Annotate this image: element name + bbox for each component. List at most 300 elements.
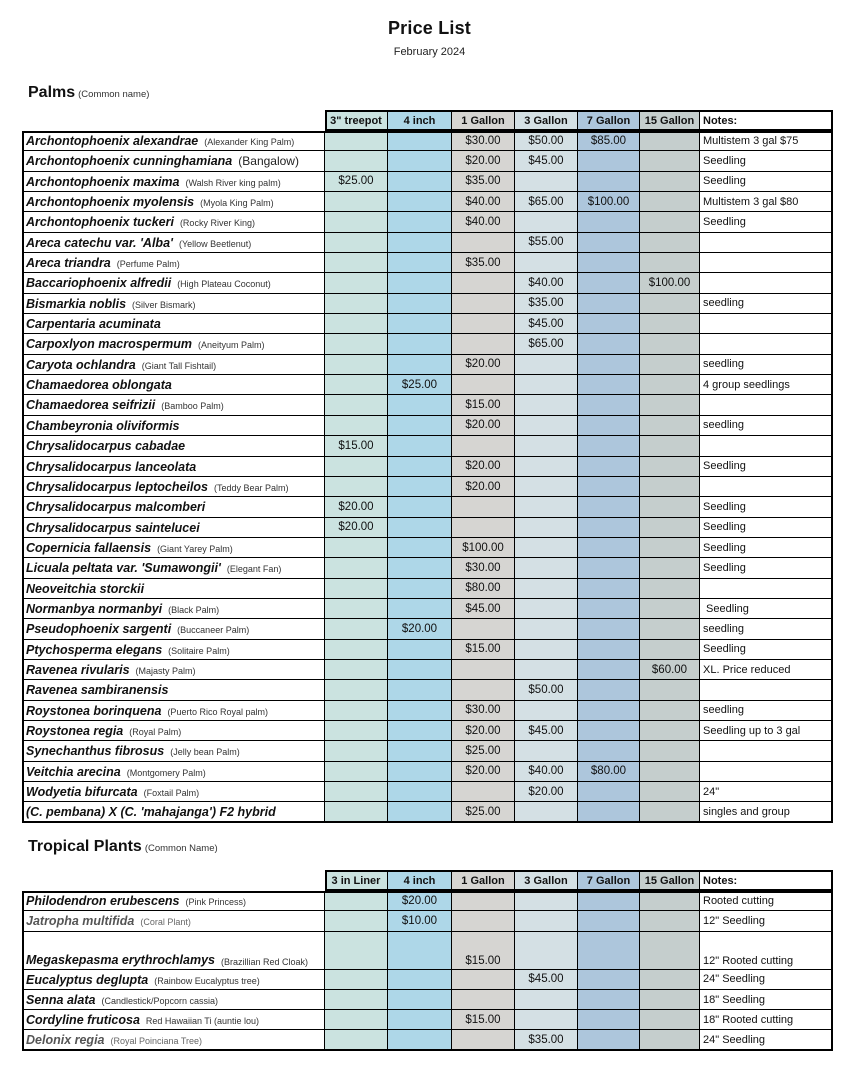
price-cell <box>578 395 640 415</box>
plant-name: Archontophoenix alexandrae <box>26 134 199 148</box>
price-cell: $45.00 <box>515 151 578 171</box>
price-cell <box>388 990 452 1010</box>
plant-common-name: (Rainbow Eucalyptus tree) <box>154 975 260 986</box>
plant-name: Delonix regia <box>26 1033 105 1048</box>
column-header: 3 Gallon <box>515 870 578 891</box>
price-cell <box>578 518 640 538</box>
table-row <box>22 253 833 273</box>
price-cell: $30.00 <box>452 558 515 578</box>
price-cell <box>515 1010 578 1030</box>
price-cell: $15.00 <box>325 436 388 456</box>
plant-name: Megaskepasma erythrochlamys <box>26 952 215 967</box>
notes-cell <box>700 741 833 761</box>
notes-cell: Seedling <box>700 538 833 558</box>
price-cell: $20.00 <box>452 416 515 436</box>
price-cell <box>388 436 452 456</box>
price-cell <box>640 334 700 354</box>
price-cell: $35.00 <box>452 253 515 273</box>
price-cell <box>578 1010 640 1030</box>
notes-cell: Seedling <box>700 599 833 619</box>
price-cell: $30.00 <box>452 701 515 721</box>
price-cell <box>325 538 388 558</box>
plant-common-name: (Foxtail Palm) <box>143 788 200 798</box>
price-cell <box>515 395 578 415</box>
price-cell <box>452 990 515 1010</box>
plant-name: Chamaedorea oblongata <box>26 378 172 393</box>
plant-name-cell <box>22 416 325 436</box>
price-cell: $35.00 <box>515 294 578 314</box>
price-cell: $60.00 <box>640 660 700 680</box>
plant-common-name: (Coral Plant) <box>140 917 191 928</box>
price-cell <box>578 599 640 619</box>
price-cell <box>452 334 515 354</box>
notes-cell: 12" Seedling <box>700 911 833 931</box>
column-header: Notes: <box>700 870 833 891</box>
price-cell: $100.00 <box>578 192 640 212</box>
price-cell <box>325 660 388 680</box>
price-cell <box>578 538 640 558</box>
price-cell <box>640 782 700 802</box>
plant-name: Ptychosperma elegans <box>26 642 163 657</box>
table-row <box>22 375 833 395</box>
price-cell: $45.00 <box>452 599 515 619</box>
price-cell <box>640 314 700 334</box>
column-header: 7 Gallon <box>578 870 640 891</box>
notes-cell: Seedling <box>700 558 833 578</box>
price-cell <box>640 762 700 782</box>
price-cell <box>640 192 700 212</box>
price-cell <box>515 599 578 619</box>
table-row <box>22 990 833 1010</box>
price-cell <box>578 932 640 970</box>
plant-common-name: (Yellow Beetlenut) <box>179 238 252 249</box>
price-cell: $50.00 <box>515 131 578 151</box>
plant-name-cell <box>22 273 325 293</box>
plant-name-cell <box>22 151 325 171</box>
notes-cell: Multistem 3 gal $75 <box>700 131 833 151</box>
plant-common-name: (Jelly bean Palm) <box>170 747 240 758</box>
plant-common-name: (Giant Tall Fishtail) <box>141 360 217 371</box>
price-cell <box>515 538 578 558</box>
notes-cell: Seedling <box>700 640 833 660</box>
price-cell <box>388 416 452 436</box>
price-cell <box>325 334 388 354</box>
price-cell: $30.00 <box>452 131 515 151</box>
plant-name: Ravenea rivularis <box>26 662 130 677</box>
price-cell <box>388 192 452 212</box>
price-cell <box>388 172 452 192</box>
column-header: 3 in Liner <box>325 870 388 891</box>
notes-cell: seedling <box>700 701 833 721</box>
plant-name: Chrysalidocarpus cabadae <box>26 439 186 454</box>
price-cell <box>640 721 700 741</box>
price-cell <box>515 911 578 931</box>
price-cell <box>515 802 578 822</box>
table-row <box>22 416 833 436</box>
plant-name-cell <box>22 1030 325 1050</box>
plant-common-name: (Rocky River King) <box>179 218 255 229</box>
price-cell <box>640 395 700 415</box>
price-cell <box>452 911 515 931</box>
price-cell <box>388 334 452 354</box>
price-cell <box>388 497 452 517</box>
plant-name-cell <box>22 891 325 911</box>
plant-name: Carpentaria acuminata <box>26 317 161 332</box>
table-row <box>22 782 833 802</box>
plant-name: Chamaedorea seifrizii <box>26 398 156 413</box>
table-row <box>22 436 833 456</box>
price-cell <box>388 518 452 538</box>
plant-common-name: (Solitaire Palm) <box>168 645 230 656</box>
price-cell <box>578 660 640 680</box>
section-heading-tropical-note: (Common Name) <box>144 843 218 854</box>
notes-cell: Rooted cutting <box>700 891 833 911</box>
price-cell <box>640 212 700 232</box>
price-cell <box>578 233 640 253</box>
price-cell <box>640 990 700 1010</box>
price-cell <box>325 599 388 619</box>
price-cell <box>325 1030 388 1050</box>
price-cell <box>325 477 388 497</box>
price-cell <box>325 294 388 314</box>
price-cell <box>578 741 640 761</box>
price-cell: $15.00 <box>452 932 515 970</box>
plant-common-name: (Bamboo Palm) <box>161 401 224 412</box>
price-cell <box>452 891 515 911</box>
price-cell <box>325 680 388 700</box>
price-cell: $35.00 <box>515 1030 578 1050</box>
price-cell <box>640 131 700 151</box>
plant-name: Chrysalidocarpus malcomberi <box>26 500 206 515</box>
price-cell <box>578 436 640 456</box>
price-cell <box>515 172 578 192</box>
notes-cell <box>700 477 833 497</box>
price-cell: $15.00 <box>452 640 515 660</box>
plant-name: Licuala peltata var. 'Sumawongii' <box>26 561 221 576</box>
plant-name: Philodendron erubescens <box>26 894 180 908</box>
notes-cell: seedling <box>700 294 833 314</box>
price-cell <box>325 579 388 599</box>
table-row <box>22 1010 833 1030</box>
notes-cell <box>700 273 833 293</box>
price-cell <box>640 680 700 700</box>
price-cell: $80.00 <box>578 762 640 782</box>
plant-common-name: (Giant Yarey Palm) <box>157 543 233 554</box>
plant-common-name: (Perfume Palm) <box>116 259 180 270</box>
price-cell <box>452 680 515 700</box>
price-cell <box>452 518 515 538</box>
price-cell: $45.00 <box>515 314 578 334</box>
price-cell <box>325 619 388 639</box>
price-cell <box>578 891 640 911</box>
page-title: Price List <box>387 18 472 38</box>
price-table-tropical <box>22 870 833 1051</box>
notes-cell: 4 group seedlings <box>700 375 833 395</box>
plant-name-cell <box>22 334 325 354</box>
plant-name: Archontophoenix cunninghamiana <box>26 154 233 169</box>
price-cell <box>515 640 578 660</box>
price-cell <box>388 1010 452 1030</box>
plant-name-cell <box>22 436 325 456</box>
price-cell <box>388 457 452 477</box>
table-row <box>22 721 833 741</box>
price-cell <box>578 990 640 1010</box>
table-row <box>22 599 833 619</box>
price-cell <box>452 1030 515 1050</box>
plant-name-cell <box>22 701 325 721</box>
price-cell <box>640 172 700 192</box>
plant-common-name: (Puerto Rico Royal palm) <box>167 706 268 717</box>
price-cell: $20.00 <box>452 355 515 375</box>
price-cell <box>640 436 700 456</box>
price-cell <box>388 558 452 578</box>
price-cell <box>640 538 700 558</box>
price-cell <box>325 701 388 721</box>
notes-cell <box>700 334 833 354</box>
price-cell <box>640 599 700 619</box>
price-cell: $40.00 <box>515 762 578 782</box>
price-cell <box>578 701 640 721</box>
notes-cell: Seedling <box>700 172 833 192</box>
price-cell <box>388 355 452 375</box>
price-cell <box>515 891 578 911</box>
price-cell <box>515 932 578 970</box>
price-cell <box>452 619 515 639</box>
table-row <box>22 395 833 415</box>
plant-name: Jatropha multifida <box>26 914 135 929</box>
price-cell <box>578 212 640 232</box>
plant-name-cell <box>22 680 325 700</box>
price-cell: $55.00 <box>515 233 578 253</box>
plant-name-cell <box>22 762 325 782</box>
notes-cell <box>700 314 833 334</box>
table-row <box>22 497 833 517</box>
table-row <box>22 212 833 232</box>
plant-common-name: (Myola King Palm) <box>200 198 274 209</box>
price-cell <box>325 273 388 293</box>
price-cell <box>452 782 515 802</box>
plant-name: Areca triandra <box>26 256 111 271</box>
price-cell <box>388 640 452 660</box>
price-cell <box>325 762 388 782</box>
price-cell <box>325 990 388 1010</box>
price-cell <box>325 1010 388 1030</box>
price-cell <box>640 477 700 497</box>
price-cell <box>388 932 452 970</box>
table-row <box>22 233 833 253</box>
price-cell <box>452 660 515 680</box>
table-row <box>22 314 833 334</box>
plant-name-cell <box>22 1010 325 1030</box>
price-cell <box>325 891 388 911</box>
plant-name-cell <box>22 212 325 232</box>
price-cell <box>325 233 388 253</box>
notes-cell: Seedling <box>700 151 833 171</box>
price-cell <box>515 518 578 538</box>
price-cell <box>578 619 640 639</box>
price-cell <box>452 233 515 253</box>
price-cell: $100.00 <box>640 273 700 293</box>
notes-cell: 24" Seedling <box>700 1030 833 1050</box>
price-cell <box>388 721 452 741</box>
price-cell: $20.00 <box>325 497 388 517</box>
plant-name-cell <box>22 192 325 212</box>
column-header: 15 Gallon <box>640 870 700 891</box>
column-header: Notes: <box>700 110 833 131</box>
price-cell <box>578 497 640 517</box>
table-row <box>22 131 833 151</box>
column-header: 4 inch <box>388 110 452 131</box>
price-cell <box>325 355 388 375</box>
plant-name: Archontophoenix myolensis <box>26 195 195 210</box>
table-row <box>22 579 833 599</box>
price-cell <box>640 579 700 599</box>
price-cell <box>325 457 388 477</box>
notes-cell: 12" Rooted cutting <box>700 932 833 970</box>
price-cell <box>325 375 388 395</box>
plant-common-name: (Montgomery Palm) <box>126 767 206 778</box>
price-cell <box>452 497 515 517</box>
price-cell <box>578 558 640 578</box>
notes-cell <box>700 233 833 253</box>
column-header: 1 Gallon <box>452 110 515 131</box>
plant-name: Chambeyronia oliviformis <box>26 418 180 433</box>
plant-name-cell <box>22 579 325 599</box>
price-cell <box>515 660 578 680</box>
table-row <box>22 1030 833 1050</box>
table-row <box>22 741 833 761</box>
price-cell <box>640 233 700 253</box>
plant-name-cell <box>22 640 325 660</box>
price-cell: $40.00 <box>515 273 578 293</box>
price-cell <box>388 802 452 822</box>
price-cell: $25.00 <box>452 802 515 822</box>
price-cell <box>325 395 388 415</box>
table-row <box>22 970 833 990</box>
price-cell <box>388 151 452 171</box>
price-cell <box>578 294 640 314</box>
price-cell <box>325 131 388 151</box>
notes-cell <box>700 579 833 599</box>
table-row <box>22 334 833 354</box>
price-cell: $20.00 <box>452 721 515 741</box>
plant-common-name: (Teddy Bear Palm) <box>214 482 289 493</box>
plant-name-cell <box>22 619 325 639</box>
plant-common-name: (Black Palm) <box>168 604 220 615</box>
table-row <box>22 192 833 212</box>
price-cell <box>388 782 452 802</box>
price-cell <box>640 619 700 639</box>
price-cell <box>515 212 578 232</box>
price-cell <box>515 990 578 1010</box>
price-cell <box>578 457 640 477</box>
plant-name: Eucalyptus deglupta <box>26 972 149 987</box>
price-cell <box>515 253 578 273</box>
table-row <box>22 680 833 700</box>
price-cell <box>578 416 640 436</box>
price-cell <box>640 1010 700 1030</box>
price-cell: $80.00 <box>452 579 515 599</box>
plant-name-cell <box>22 477 325 497</box>
plant-name-cell <box>22 802 325 822</box>
plant-common-name: Red Hawaiian Ti (auntie lou) <box>145 1016 259 1027</box>
price-cell <box>640 253 700 273</box>
plant-common-name: (Aneityum Palm) <box>198 340 265 351</box>
plant-name-cell <box>22 497 325 517</box>
price-cell <box>325 970 388 990</box>
price-cell: $20.00 <box>388 891 452 911</box>
section-heading-palms-note: (Common name) <box>78 89 150 100</box>
price-cell <box>578 172 640 192</box>
plant-common-name: (Buccaneer Palm) <box>177 625 250 636</box>
price-cell <box>325 151 388 171</box>
price-cell <box>640 640 700 660</box>
price-cell <box>452 314 515 334</box>
price-cell <box>325 911 388 931</box>
table-row <box>22 558 833 578</box>
price-cell <box>515 457 578 477</box>
notes-cell: seedling <box>700 416 833 436</box>
plant-name-cell <box>22 457 325 477</box>
plant-name: Senna alata <box>26 992 96 1007</box>
plant-name-cell <box>22 172 325 192</box>
table-row <box>22 762 833 782</box>
notes-cell: Seedling up to 3 gal <box>700 721 833 741</box>
table-row <box>22 660 833 680</box>
price-cell <box>640 497 700 517</box>
price-cell: $15.00 <box>452 395 515 415</box>
column-header: 7 Gallon <box>578 110 640 131</box>
plant-name: Neoveitchia storckii <box>26 581 145 596</box>
notes-cell <box>700 395 833 415</box>
plant-common-name: (Royal Poinciana Tree) <box>110 1036 203 1047</box>
price-cell <box>515 436 578 456</box>
plant-name: Copernicia fallaensis <box>26 540 152 555</box>
price-cell: $65.00 <box>515 192 578 212</box>
table-row <box>22 355 833 375</box>
table-row <box>22 619 833 639</box>
price-cell <box>325 212 388 232</box>
price-cell <box>640 558 700 578</box>
price-cell: $20.00 <box>515 782 578 802</box>
price-cell <box>578 151 640 171</box>
price-cell <box>640 151 700 171</box>
plant-name: Chrysalidocarpus lanceolata <box>26 459 197 474</box>
price-cell: $65.00 <box>515 334 578 354</box>
table-row <box>22 457 833 477</box>
price-cell <box>388 477 452 497</box>
price-cell <box>325 932 388 970</box>
price-cell <box>515 497 578 517</box>
plant-common-name: (Alexander King Palm) <box>204 137 295 147</box>
price-cell <box>388 294 452 314</box>
plant-common-name: (Candlestick/Popcorn cassia) <box>101 995 219 1006</box>
price-cell: $20.00 <box>452 762 515 782</box>
table-row <box>22 932 833 970</box>
price-cell <box>515 375 578 395</box>
price-cell <box>640 932 700 970</box>
notes-cell: Seedling <box>700 518 833 538</box>
plant-name: Veitchia arecina <box>26 764 121 779</box>
plant-name: Ravenea sambiranensis <box>26 683 169 698</box>
price-cell: $20.00 <box>452 151 515 171</box>
column-header: 3" treepot <box>325 110 388 131</box>
price-cell: $10.00 <box>388 911 452 931</box>
price-cell <box>325 253 388 273</box>
notes-cell: Multistem 3 gal $80 <box>700 192 833 212</box>
plant-common-name: (High Plateau Coconut) <box>177 279 271 290</box>
column-header: 4 inch <box>388 870 452 891</box>
